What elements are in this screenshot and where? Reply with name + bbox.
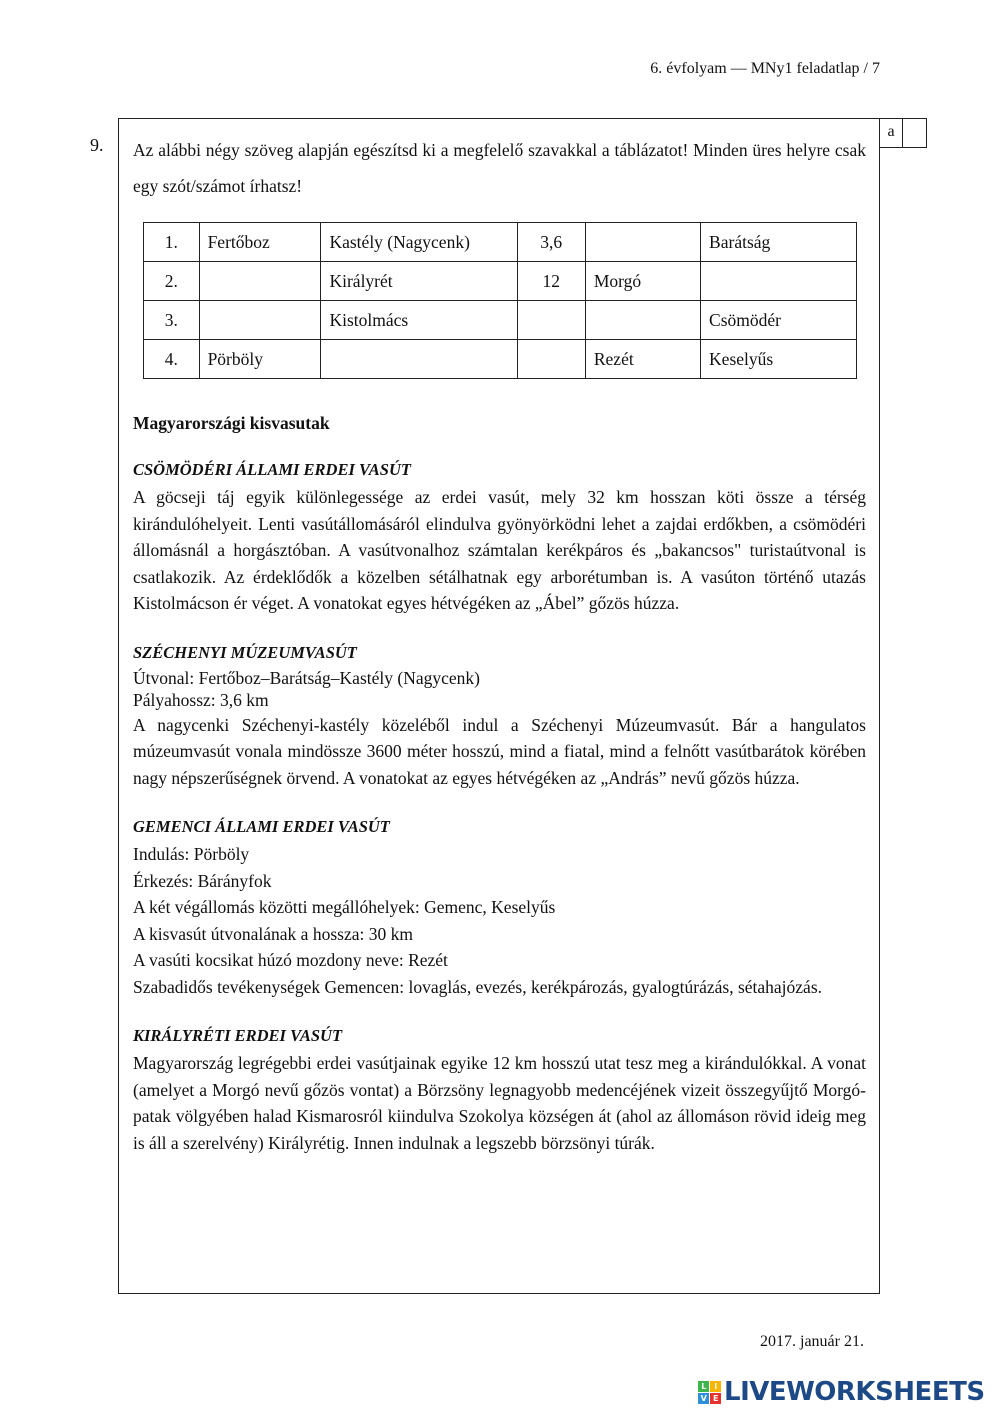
table-cell-empty[interactable]: [701, 262, 857, 301]
table-cell: Fertőboz: [199, 223, 321, 262]
table-cell: 3.: [144, 301, 200, 340]
logo-letter: I: [710, 1381, 721, 1392]
route-line: Útvonal: Fertőboz–Barátság–Kastély (Nagycenk): [133, 667, 480, 688]
section-heading: GEMENCI ÁLLAMI ERDEI VASÚT: [133, 817, 390, 836]
section-text: Szabadidős tevékenységek Gemencen: lovaglás, evezés, kerékpározás, gyalogtúrázás, sétahajózás.: [133, 976, 823, 997]
date: 2017. január 21.: [760, 1333, 864, 1350]
table-cell-empty[interactable]: [321, 340, 517, 379]
table-cell: Királyrét: [321, 262, 517, 301]
info-line: Érkezés: Bárányfok: [133, 870, 272, 891]
table-cell: Rezét: [585, 340, 700, 379]
answer-input[interactable]: [709, 270, 852, 293]
answer-input[interactable]: [329, 348, 512, 371]
table-cell: 2.: [144, 262, 200, 301]
length-line: Pályahossz: 3,6 km: [133, 690, 269, 710]
table-cell-empty[interactable]: [517, 340, 585, 379]
table-cell: Barátság: [701, 223, 857, 262]
table-cell: Morgó: [585, 262, 700, 301]
score-box: [880, 118, 927, 148]
table-cell: Kastély (Nagycenk): [321, 223, 517, 262]
table-cell: Pörböly: [199, 340, 321, 379]
table-cell: Kistolmács: [321, 301, 517, 340]
table-cell: Keselyűs: [701, 340, 857, 379]
section-text: A göcseji táj egyik különlegessége az erdei vasút, mely 32 km hosszan köti össze a térség kirándulóhelyeit. Lenti vasútállomásáról elindulva gyönyörködni lehet a zajdai erdőkben, a csömödéri állomásnál a horgásztóban. A vasútvonalhoz számtalan kerékpáros és „bakancsos" turistaútvonal is csatlakozik. Az érdeklődők a közelben sétálhatnak egy arborétumban is. A vasúton történő utazás Kistolmácson ér véget. A vonatokat egyes hétvégéken az „Ábel” gőzös húzza.: [133, 487, 866, 613]
section-text: Magyarország legrégebbi erdei vasútjainak egyike 12 km hosszú utat tesz meg a kirándulókkal. A vonat (amelyet a Morgó nevű gőzös vontat) a Börzsöny legnagyobb medencéjének vizeit összegyűjtő Morgó-patak völgyében halad Kismarosról kiindulva Szokolya községen át (ahol az állomáson rövid ideig meg is áll a szerelvény) Királyrétig. Innen indulnak a legszebb börzsönyi túrák.: [133, 1053, 866, 1153]
table-cell-empty[interactable]: [517, 301, 585, 340]
table-cell-empty[interactable]: [199, 301, 321, 340]
instruction: Az alábbi négy szöveg alapján egészítsd ki a megfelelő szavakkal a táblázatot! Minden üres helyre csak egy szót/számot írhatsz!: [133, 140, 866, 196]
info-line: A két végállomás közötti megállóhelyek: Gemenc, Keselyűs: [133, 897, 556, 917]
article-title: Magyarországi kisvasutak: [133, 413, 330, 433]
table-cell-empty[interactable]: [585, 223, 700, 262]
logo-text: LIVEWORKSHEETS: [724, 1377, 985, 1407]
logo-letter: E: [710, 1393, 721, 1404]
score-field[interactable]: [903, 119, 926, 147]
info-line: A vasúti kocsikat húzó mozdony neve: Rezét: [133, 950, 448, 970]
logo-letter: V: [698, 1393, 709, 1404]
answer-table: [143, 222, 857, 379]
answer-input[interactable]: [526, 348, 581, 371]
table-row: [144, 301, 857, 340]
section-heading: CSÖMÖDÉRI ÁLLAMI ERDEI VASÚT: [133, 460, 411, 479]
table-cell-empty[interactable]: [585, 301, 700, 340]
table-cell: 1.: [144, 223, 200, 262]
table-row: [144, 262, 857, 301]
logo-letter: L: [698, 1381, 709, 1392]
table-row: [144, 223, 857, 262]
logo-icon: [698, 1381, 721, 1404]
score-label: a: [880, 119, 903, 147]
answer-input[interactable]: [208, 270, 317, 293]
answer-input[interactable]: [208, 309, 317, 332]
task-number: 9.: [90, 135, 104, 155]
answer-input[interactable]: [594, 309, 696, 332]
table-cell: 12: [517, 262, 585, 301]
section-heading: SZÉCHENYI MÚZEUMVASÚT: [133, 642, 357, 662]
table-row: [144, 340, 857, 379]
answer-input[interactable]: [526, 309, 581, 332]
task-content: [133, 132, 866, 1156]
liveworksheets-logo: [698, 1377, 985, 1407]
table-cell: 4.: [144, 340, 200, 379]
section-heading: KIRÁLYRÉTI ERDEI VASÚT: [133, 1026, 343, 1045]
table-cell: Csömödér: [701, 301, 857, 340]
answer-input[interactable]: [594, 231, 696, 254]
section-text: A nagycenki Széchenyi-kastély közeléből indul a Széchenyi Múzeumvasút. Bár a hangulatos múzeumvasút vonala mindössze 3600 méter hosszú, mind a fiatal, mind a felnőtt vasútbarátok körében nagy népszerűségnek örvend. A vonatokat az egyes hétvégéken az „András” nevű gőzös húzza.: [133, 714, 866, 788]
table-cell: 3,6: [517, 223, 585, 262]
table-cell-empty[interactable]: [199, 262, 321, 301]
info-line: A kisvasút útvonalának a hossza: 30 km: [133, 923, 413, 944]
page-header: 6. évfolyam — MNy1 feladatlap / 7: [650, 60, 880, 77]
info-line: Indulás: Pörböly: [133, 844, 250, 864]
